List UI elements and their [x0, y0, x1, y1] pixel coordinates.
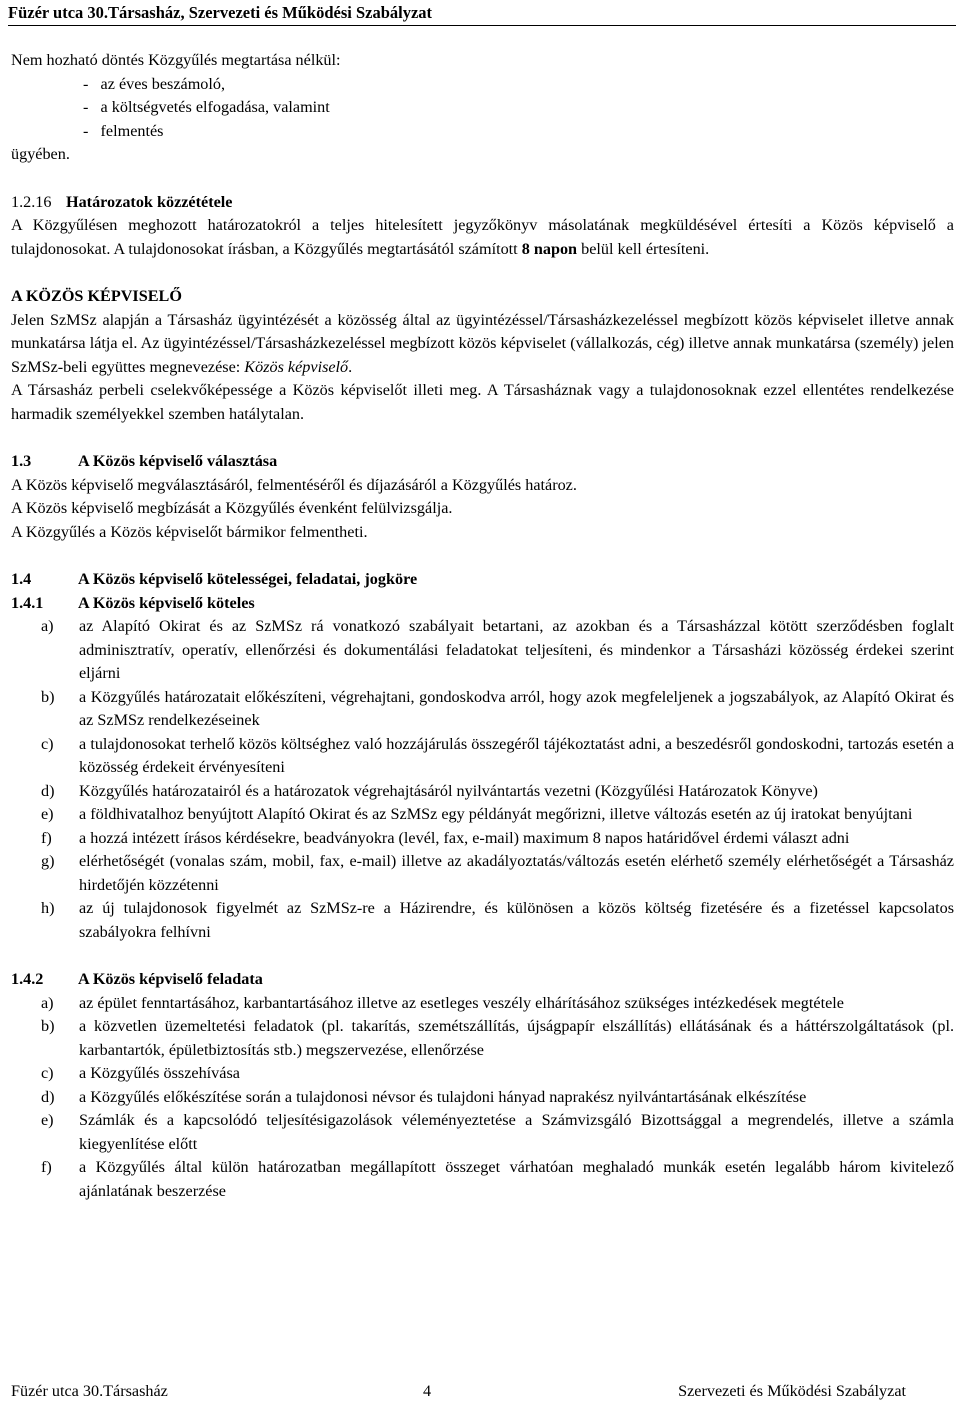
header-rule: [8, 25, 956, 26]
text-line: A Közgyűlés a Közös képviselőt bármikor felmentheti.: [11, 522, 368, 541]
intro-item: - felmentés: [83, 121, 164, 140]
list-item: c) a Közgyűlés összehívása: [41, 1064, 240, 1082]
section-title: A Közös képviselő köteles: [78, 593, 255, 612]
section-title: A Közös képviselő kötelességei, feladatai, jogköre: [78, 570, 418, 588]
section-number: 1.2.16: [11, 192, 52, 211]
text-line: A Közös képviselő megválasztásáról, felmentéséről és díjazásáról a Közgyűlés határoz.: [11, 475, 577, 494]
footer-right: Szervezeti és Működési Szabályzat: [678, 1382, 906, 1400]
running-header: Füzér utca 30.Társasház, Szervezeti és Működési Szabályzat: [8, 3, 433, 22]
list-item: b) a Közgyűlés határozatait előkészíteni, végrehajtani, gondoskodva arról, hogy azok megfeleljenek a jogszabályok, az Alapító Okirat és az SzMSz rendelkezéseinek: [41, 687, 954, 729]
intro-item: - a költségvetés elfogadása, valamint: [83, 98, 330, 116]
intro-item: - az éves beszámoló,: [83, 74, 226, 93]
list-item: f) a hozzá intézett írásos kérdésekre, beadványokra (levél, fax, e-mail) maximum 8 napos határidővel érdemi választ adni: [41, 828, 850, 847]
list-1-4-2: [11, 992, 954, 1204]
page-footer: [11, 1380, 906, 1404]
page-number: 4: [423, 1382, 432, 1400]
section-number: 1.4.2: [11, 970, 44, 988]
intro-lead: Nem hozható döntés Közgyűlés megtartása nélkül:: [11, 51, 341, 69]
section-heading-1-3: [11, 450, 954, 474]
list-item: d) Közgyűlés határozatairól és a határozatok végrehajtásáról nyilvántartás vezetni (Közgyűlési Határozatok Könyve): [41, 781, 818, 800]
text-line: A Közös képviselő megbízását a Közgyűlés évenként felülvizsgálja.: [11, 499, 453, 517]
list-item: h) az új tulajdonosok figyelmét az SzMSz-re a Házirendre, és különösen a közös költség fizetésére és a fizetéssel kapcsolatos szabályokra felhívni: [41, 899, 954, 941]
paragraph-kozos-kepviselo: Jelen SzMSz alapján a Társasház ügyintézését a közösség által az ügyintézéssel/Társasházkezeléssel megbízott közös képviselet illetve annak munkatársa látja el. Az ügyintézéssel/Társasházkezeléssel megbízott közös képviselet (vállalkozás, cég) illetve annak munkatársa (személy) jelen SzMSz-beli együttes megnevezése: Közös képviselő.: [11, 310, 954, 376]
section-heading-1-4-1: [11, 592, 954, 616]
list-1-4-1: [11, 615, 954, 944]
list-item: f) a Közgyűlés által külön határozatban megállapított összeget várhatóan meghaladó munkák esetén legalább három kivitelező ajánlatának beszerzése: [41, 1158, 954, 1200]
section-heading-1-4-2: [11, 968, 954, 992]
section-number: 1.4.1: [11, 593, 44, 612]
list-item: c) a tulajdonosokat terhelő közös költséghez való hozzájárulás összegéről tájékoztatást adni, a beszedésről gondoskodni, tartozás esetén a közösség érdekeit érvényesíteni: [41, 734, 954, 776]
paragraph-perbeli: A Társasház perbeli cselekvőképessége a Közös képviselőt illeti meg. A Társasháznak vagy a tulajdonosoknak ezzel ellentétes rendelkezése harmadik személyekkel szemben hatálytalan.: [11, 381, 954, 423]
section-number: 1.3: [11, 452, 32, 470]
list-item: a) az Alapító Okirat és az SzMSz rá vonatkozó szabályait betartani, az azokban és a Társasházzal kötött szerződésben foglalt adminisztratív, operatív, ellenőrzési és dokumentálási feladatokat teljesíteni, és mindenkor a Társasházi közösség érdekei szerint eljárni: [41, 617, 954, 682]
intro-list: [11, 73, 954, 144]
list-item: b) a közvetlen üzemeltetési feladatok (pl. takarítás, szemétszállítás, újságpapír elszállítás) ellátásának és a háttérszolgáltatások (pl. karbantartók, épületbiztosítás stb.) megszervezése, ellenőrzése: [41, 1017, 954, 1059]
list-item: e) a földhivatalhoz benyújtott Alapító Okirat és az SzMSz egy példányát megőrizni, illetve változás esetén az új iratokat benyújtani: [41, 805, 913, 823]
section-title: Határozatok közzététele: [66, 192, 233, 211]
section-title: A Közös képviselő választása: [78, 452, 278, 470]
section-heading-kozos-kepviselo: A KÖZÖS KÉPVISELŐ: [11, 287, 182, 305]
list-item: d) a Közgyűlés előkészítése során a tulajdonosi névsor és tulajdoni hányad naprakész nyilvántartásának elkészítése: [41, 1087, 807, 1106]
section-title: A Közös képviselő feladata: [78, 970, 263, 988]
section-heading-1-2-16: [11, 191, 954, 215]
intro-tail: ügyében.: [11, 145, 70, 163]
list-item: a) az épület fenntartásához, karbantartásához illetve az esetleges veszély elhárításához szükséges intézkedések megtétele: [41, 993, 844, 1012]
section-number: 1.4: [11, 570, 32, 588]
section-heading-1-4: [11, 568, 954, 592]
page-body: [11, 49, 954, 1203]
footer-left: Füzér utca 30.Társasház: [11, 1382, 168, 1400]
paragraph-1-2-16: A Közgyűlésen meghozott határozatokról a teljes hitelesített jegyzőkönyv másolatának megküldésével értesíti a Közös képviselő a tulajdonosokat. A tulajdonosokat írásban, a Közgyűlés megtartásától számított 8 napon belül kell értesíteni.: [11, 216, 954, 258]
list-item: e) Számlák és a kapcsolódó teljesítésigazolások véleményeztetése a Számvizsgáló Bizottsággal a megrendelés, illetve a számla kiegyenlítése előtt: [41, 1111, 954, 1153]
list-item: g) elérhetőségét (vonalas szám, mobil, fax, e-mail) illetve az akadályoztatás/változás esetén elérhető személy elérhetőségét a Társasház hirdetőjén közzétenni: [41, 852, 954, 894]
